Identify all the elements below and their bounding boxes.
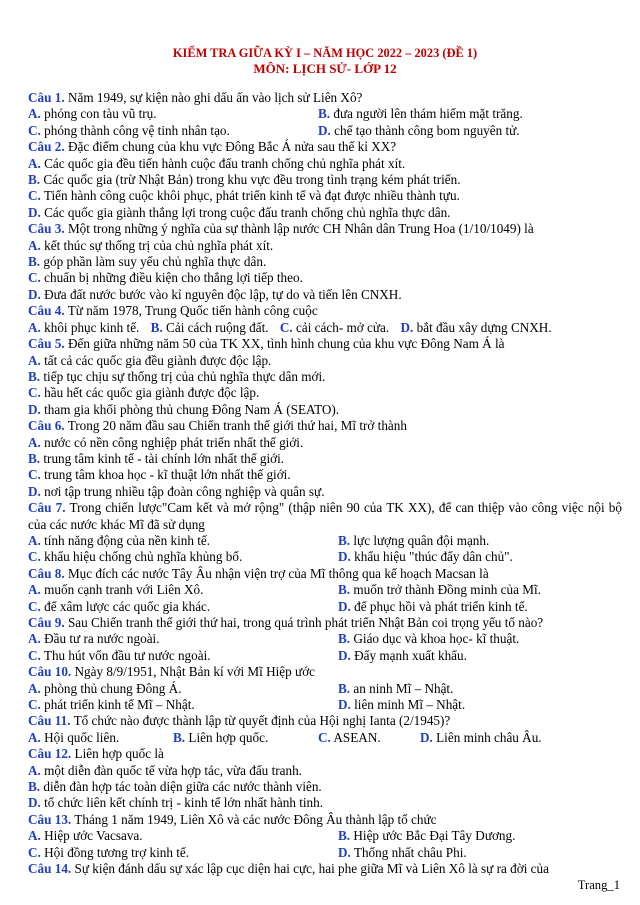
option-d-line [28,402,622,418]
option-b: diễn đàn hợp tác toàn diện giữa các nước thành viên. [40,779,322,795]
option-label: C. [28,598,41,614]
question-5 [28,336,622,352]
option-label: B. [28,368,41,384]
options-row [28,320,622,336]
question-number: Câu 14. [28,861,72,877]
question-text: Tổ chức nào được thành lập từ quyết định của Hội nghị Ianta (2/1945)? [70,713,451,729]
option-a-line [28,435,622,451]
option-label: B. [338,680,351,696]
question-text: Năm 1949, sự kiện nào ghi dấu ấn vào lịch sử Liên Xô? [64,90,363,105]
options-row [28,648,622,664]
options-row [28,549,622,565]
option-d: tổ chức liên kết chính trị - kinh tế lớn nhất hành tinh. [40,795,324,811]
option-label: B. [338,631,351,647]
option-label: A. [28,532,41,548]
question-number: Câu 1. [28,90,65,105]
options-row [28,599,622,615]
option-a: kết thúc sự thống trị của chủ nghĩa phát xít. [40,237,274,253]
question-text: Trong 20 năm đầu sau Chiến tranh thế giới thứ hai, Mĩ trở thành [64,418,407,434]
option-b: Cải cách ruộng đất. [162,319,269,335]
question-text: Trong chiến lược"Cam kết và mở rộng" (thập niên 90 của TK XX), để can thiệp vào công việc nội bộ của các nước khác Mĩ đã sử dụng [28,500,622,532]
option-d: để phục hồi và phát triển kinh tế. [350,598,528,614]
option-a: một diễn đàn quốc tế vừa hợp tác, vừa đấu tranh. [40,762,302,778]
option-label: C. [318,729,331,745]
option-label: A. [28,729,41,745]
question-text: Đến giữa những năm 50 của TK XX, tình hình chung của khu vực Đông Nam Á là [64,336,505,352]
option-label: B. [173,729,186,745]
option-a-line [28,238,622,254]
option-label: A. [28,434,41,450]
question-number: Câu 11. [28,713,71,729]
question-number: Câu 9. [28,615,65,630]
question-text: Một trong những ý nghĩa của sự thành lập nước CH Nhân dân Trung Hoa (1/10/1049) là [64,221,534,237]
question-text: Đặc điểm chung của khu vực Đông Bắc Á nửa sau thế kỉ XX? [64,139,397,155]
question-number: Câu 2. [28,139,65,155]
option-label: B. [318,106,331,122]
option-a-line [28,156,622,172]
option-a: tính năng động của nền kinh tế. [40,532,211,548]
options-row [28,631,622,647]
option-a-line [28,353,622,369]
option-label: D. [28,795,41,811]
options-row [28,582,622,598]
option-label: C. [28,844,41,860]
options-row [28,123,622,139]
question-text: Liên hợp quốc là [71,746,164,762]
option-label: A. [28,106,41,122]
option-d-line [28,795,622,811]
options-row [28,730,622,746]
option-label: D. [338,697,351,713]
option-a-line [28,763,622,779]
option-label: A. [28,828,41,844]
option-label: B. [338,582,351,598]
question-text: Từ năm 1978, Trung Quốc tiến hành công cuộc [64,303,318,319]
option-label: D. [338,598,351,614]
question-13 [28,812,622,828]
option-a: Các quốc gia đều tiến hành cuộc đấu tranh chống chủ nghĩa phát xít. [40,155,406,171]
option-a: tất cả các quốc gia đều giành được độc lập. [40,352,272,368]
option-label: A. [28,319,41,335]
option-label: C. [28,549,41,565]
option-b: an ninh Mĩ – Nhật. [350,680,454,696]
option-label: C. [28,647,41,663]
option-c-line [28,385,622,401]
option-label: C. [28,270,41,286]
option-c-line [28,188,622,204]
options-row [28,845,622,861]
question-2 [28,139,622,155]
option-label: A. [28,631,41,647]
option-b-line [28,779,622,795]
option-d: Đẩy mạnh xuất khẩu. [350,647,467,663]
option-d: chế tạo thành công bom nguyên tử. [330,122,520,138]
option-label: D. [400,319,414,335]
question-9 [28,615,622,631]
option-c: cải cách- mở cửa. [292,319,390,335]
option-d: liên minh Mĩ – Nhật. [350,697,466,713]
question-number: Câu 13. [28,811,72,827]
option-label: C. [28,385,41,401]
option-d: khẩu hiệu "thúc đẩy dân chủ". [350,549,513,565]
option-label: B. [28,779,41,795]
option-label: A. [28,762,41,778]
option-label: A. [28,582,41,598]
option-label: C. [28,188,41,204]
question-text: Sự kiện đánh dấu sự xác lập cục diện hai cực, hai phe giữa Mĩ và Liên Xô là sự ra đời của [71,861,549,877]
option-d: nơi tập trung nhiều tập đoàn công nghiệp và quân sự. [40,483,325,499]
option-b: muốn trở thành Đồng minh của Mĩ. [350,582,541,598]
option-b: Liên hợp quốc. [185,729,269,745]
option-c: chuẩn bị những điều kiện cho thắng lợi tiếp theo. [40,270,303,286]
option-label: C. [28,467,41,483]
option-b-line [28,254,622,270]
question-7 [28,500,622,533]
option-label: B. [338,828,351,844]
question-text: Ngày 8/9/1951, Nhật Bản kí với Mĩ Hiệp ước [71,664,316,680]
question-4 [28,303,622,319]
options-row [28,106,622,122]
option-c: khẩu hiệu chống chủ nghĩa khủng bố. [40,549,243,565]
option-d: Các quốc gia giành thắng lợi trong cuộc đấu tranh chống chủ nghĩa thực dân. [40,204,451,220]
options-row [28,697,622,713]
option-b: đưa người lên thám hiểm mặt trăng. [330,106,523,122]
option-b: góp phần làm suy yếu chủ nghĩa thực dân. [40,254,267,270]
option-label: D. [338,647,351,663]
option-c: hầu hết các quốc gia giành được độc lập. [40,385,260,401]
question-number: Câu 10. [28,664,72,680]
question-number: Câu 5. [28,336,65,352]
option-label: B. [338,532,351,548]
option-label: B. [28,172,41,188]
option-label: D. [338,844,351,860]
option-b: tiếp tục chịu sự thống trị của chủ nghĩa thực dân mới. [40,368,326,384]
question-text: Mục đích các nước Tây Âu nhận viện trợ của Mĩ thông qua kế hoạch Macsan là [64,565,489,581]
option-d-line [28,287,622,303]
question-text: Sau Chiến tranh thế giới thứ hai, trong quá trình phát triển Nhật Bản coi trọng yếu tố nào? [64,615,544,630]
option-a: phòng thủ chung Đông Á. [40,680,182,696]
option-a: nước có nền công nghiệp phát triển nhất thế giới. [40,434,304,450]
question-number: Câu 12. [28,746,72,762]
option-c: trung tâm khoa học - kĩ thuật lớn nhất thế giới. [40,467,291,483]
option-b-line [28,172,622,188]
option-c: Thu hút vốn đầu tư nước ngoài. [40,647,211,663]
option-d-line [28,205,622,221]
option-d: tham gia khối phòng thủ chung Đông Nam Á (SEATO). [40,401,340,417]
question-8 [28,566,622,582]
option-label: D. [318,122,331,138]
question-text: Tháng 1 năm 1949, Liên Xô và các nước Đông Âu thành lập tổ chức [71,811,437,827]
option-c: Hội đồng tương trợ kinh tế. [40,844,190,860]
question-12 [28,746,622,762]
option-a: Hội quốc liên. [40,729,120,745]
question-number: Câu 4. [28,303,65,319]
question-6 [28,418,622,434]
option-label: D. [28,483,41,499]
question-14 [28,861,622,877]
option-label: D. [28,204,41,220]
option-label: B. [28,254,41,270]
exam-title: KIỂM TRA GIỮA KỲ I – NĂM HỌC 2022 – 2023 (ĐỀ 1) [172,46,478,60]
option-d: Liên minh châu Âu. [432,729,542,745]
option-label: A. [28,352,41,368]
question-10 [28,664,622,680]
option-label: D. [28,286,41,302]
option-c: phóng thành công vệ tinh nhân tạo. [40,122,230,138]
option-label: D. [420,729,433,745]
option-d: Đưa đất nước bước vào kỉ nguyên độc lập, tự do và tiến lên CNXH. [40,286,402,302]
option-c: ASEAN. [330,729,381,745]
option-a: phóng con tàu vũ trụ. [40,106,157,122]
exam-subject: MÔN: LỊCH SỬ- LỚP 12 [253,61,397,76]
option-label: A. [28,680,41,696]
question-number: Câu 7. [28,500,66,516]
options-row [28,828,622,844]
option-b: Hiệp ước Bắc Đại Tây Dương. [350,828,516,844]
option-d: Thống nhất châu Phi. [350,844,467,860]
option-label: A. [28,155,41,171]
exam-page [28,46,622,878]
option-label: A. [28,237,41,253]
option-b: Các quốc gia (trừ Nhật Bản) trong khu vực đều trong tình trạng kém phát triển. [40,172,461,188]
option-c: để xâm lược các quốc gia khác. [40,598,211,614]
option-label: D. [28,401,41,417]
option-b: lực lượng quân đội mạnh. [350,532,490,548]
question-number: Câu 8. [28,565,65,581]
option-a: muốn cạnh tranh với Liên Xô. [40,582,204,598]
option-b-line [28,451,622,467]
option-c: Tiến hành công cuộc khôi phục, phát triển kinh tế và đạt được nhiều thành tựu. [40,188,460,204]
option-b: Giáo dục và khoa học- kĩ thuật. [350,631,520,647]
question-3 [28,221,622,237]
option-b: trung tâm kinh tế - tài chính lớn nhất thế giới. [40,450,285,466]
question-1 [28,90,622,106]
option-a: Hiệp ước Vacsava. [40,828,143,844]
option-c-line [28,467,622,483]
option-label: C. [279,319,293,335]
option-label: B. [150,319,163,335]
question-11 [28,713,622,729]
option-a: khôi phục kinh tế. [40,319,140,335]
option-label: C. [28,122,41,138]
option-c: phát triển kinh tế Mĩ – Nhật. [40,697,195,713]
option-d: bắt đầu xây dựng CNXH. [413,319,552,335]
question-number: Câu 3. [28,221,65,237]
option-a: Đầu tư ra nước ngoài. [40,631,160,647]
option-label: D. [338,549,351,565]
option-d-line [28,484,622,500]
page-number: Trang_1 [577,877,620,892]
options-row [28,681,622,697]
question-number: Câu 6. [28,418,65,434]
option-label: C. [28,697,41,713]
option-c-line [28,270,622,286]
option-label: B. [28,450,41,466]
options-row [28,533,622,549]
option-b-line [28,369,622,385]
